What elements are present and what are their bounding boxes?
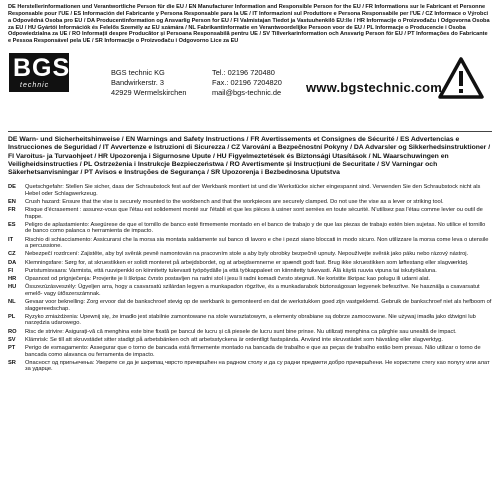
language-code: DA xyxy=(8,259,17,266)
warning-entry xyxy=(8,251,492,258)
language-code: HR xyxy=(8,276,17,283)
warning-entry xyxy=(8,360,492,373)
warning-entry xyxy=(8,199,492,206)
warning-entry xyxy=(8,345,492,358)
warning-text: Peligro de aplastamiento: Asegúrese de que el tornillo de banco esté firmemente montado en el banco de trabajo y de que las piezas de trabajo estén bien sujetas. No utilice el tornillo de banco como palanca o herramienta de impacto. xyxy=(25,221,486,235)
warning-entry xyxy=(8,337,492,344)
warning-text: Klämrisk: Se till att skruvstädet sitter stadigt på arbetsbänken och att arbetsstyckena är ordentligt fastspända. Använd inte skruvstädet som hävstång eller slagverktyg. xyxy=(25,336,443,343)
warning-entry xyxy=(8,276,492,283)
warning-text: Opasnost od prignječenja: Provjerite je li škripac čvrsto postavljen na radni stol i jesu li radni komadi čvrsto stegnuti. Ne koristite škripac kao polugu ili udarni alat. xyxy=(25,276,430,283)
language-code: ES xyxy=(8,221,16,228)
language-code: RO xyxy=(8,328,17,335)
language-code: FR xyxy=(8,207,16,214)
warning-text: Quetschgefahr: Stellen Sie sicher, dass der Schraubstock fest auf der Werkbank montiert ist und die Werkstücke sicher eingespannt sind. Verwenden Sie den Schraubstock nicht als Hebel oder Schlagwerkzeug. xyxy=(25,184,481,197)
warning-text: Klemningsfare: Sørg for, at skruestikken er solidt monteret på arbejdsbordet, og at arbejdsemnerne er spændt godt fast. Brug ikke skruestikken som løftestang eller slagværktøj. xyxy=(25,259,469,266)
warning-text: Rischio di schiacciamento: Assicurarsi che la morsa sia montata saldamente sul banco di lavoro e che i pezzi siano bloccati in modo sicuro. Non utilizzare la morsa come leva o utensile a percussione. xyxy=(25,236,489,250)
company-city: 42929 Wermelskirchen xyxy=(111,88,187,97)
warning-entry xyxy=(8,299,492,312)
language-code: EN xyxy=(8,198,16,205)
warning-entry xyxy=(8,329,492,336)
warning-text: Ryzyko zmiażdżenia: Upewnij się, że imadło jest stabilnie zamontowane na stole warsztatowym, a elementy obrabiane są dobrze zamocowane. Nie używaj imadła jako dźwigni lub narzędzia udarowego. xyxy=(25,313,476,327)
warning-triangle-icon xyxy=(438,56,484,100)
logo-brand-text: BGS xyxy=(13,54,71,82)
language-code: HU xyxy=(8,284,17,291)
warning-entry xyxy=(8,222,492,235)
warning-text: Crush hazard: Ensure that the vise is securely mounted to the workbench and that the workpieces are securely clamped. Do not use the vise as a lever or striking tool. xyxy=(25,198,444,205)
warning-text: Perigo de esmagamento: Assegurar que o torno de bancada está firmemente montado na bancada de trabalho e que as peças de trabalho estão bem presas. Não utilizar o torno de bancada como alavanca ou ferramenta de impacto. xyxy=(25,345,481,358)
section-divider xyxy=(8,131,492,132)
language-code: PT xyxy=(8,345,16,352)
warning-entry xyxy=(8,268,492,275)
language-code: SR xyxy=(8,359,16,366)
language-code: PL xyxy=(8,313,16,320)
contact-fax: Fax.: 02196 7204820 xyxy=(212,78,282,87)
bgs-technic-logo xyxy=(9,53,69,92)
warning-entry xyxy=(8,260,492,267)
company-address xyxy=(111,68,186,98)
manufacturer-info-header: DE Herstellerinformationen und Verantwortliche Person für die EU / EN Manufacturer Information and Responsible Person for the EU / FR Informations sur le Fabricant et Personne Responsable pour l'UE / ES Información del Fabricante y Persona Responsable para la UE / IT Informazioni sul Produttore e Persona Responsabile per l'UE / CZ Informace o Výrobci a Odpovědná Osoba pro EU / DA Producentinformation og Ansvarlig Person for EU / FI Valmistajan Tiedot ja Vastuuhenkilö EU:lle / HR Informacije o Proizvođaču i Odgovorna Osoba za EU / HU Gyártói Információk és Felelős Személy az EU számára / NL Fabrikantinformatie en Verantwoordelijke Persoon voor de EU / PL Informacje o Producencie i Osoba Odpowiedzialna za UE / RO Informații despre Producător și Persoana Responsabilă pentru UE / SV Tillverkarinformation och Ansvarig Person för EU / PT Informações do Fabricante e Pessoa Responsável pela UE / SR Informacije o Proizvođaču i Odgovorno Lice za EU xyxy=(8,4,490,45)
contact-mail: mail@bgs-technic.de xyxy=(212,88,282,97)
warnings-heading: DE Warn- und Sicherheitshinweise / EN Warnings and Safety Instructions / FR Avertissements et Consignes de Sécurité / ES Advertencias e Instrucciones de Seguridad / IT Avvertenze e Istruzioni di Sicurezza / CZ Varování a Bezpečnostní Pokyny / DA Advarsler og Sikkerhedsinstruktioner / FI Varoitus- ja Turvaohjeet / HR Upozorenja i Sigurnosne Upute / HU Figyelmeztetések és Biztonsági Utasítások / NL Waarschuwingen en Veiligheidsinstructies / PL Ostrzeżenia i Instrukcje Bezpieczeństwa / RO Avertismente și Instrucțiuni de Securitate / SV Varningar och Säkerhetsanvisningar / PT Avisos e Instruções de Segurança / SR Upozorenja i Bezbednosna Uputstva xyxy=(8,136,491,177)
language-code: NL xyxy=(8,299,16,306)
company-contact xyxy=(212,68,282,98)
logo-sub-text: technic xyxy=(20,82,50,89)
language-code: CZ xyxy=(8,251,16,258)
warning-entry xyxy=(8,207,492,220)
language-code: DE xyxy=(8,184,16,190)
warning-text: Опасност од пригњечења: Уверите се да је шкрипац чврсто причвршћен на радном столу и да су радни предмети добро причвршћени. Не користите стегу као полугу или алат за ударце. xyxy=(25,359,490,373)
warning-text: Összezúzásveszély: Ügyeljen arra, hogy a csavarsatú szilárdan legyen a munkapadon rögzítve, és a munkadarabok biztonságosan legyenek befeszítve. Ne használja a csavarsatut emelő- vagy ütőszerszámnak. xyxy=(25,284,480,297)
warning-text: Nebezpečí rozdrcení: Zajistěte, aby byl svěrák pevně namontován na pracovním stole a aby byly obrobky bezpečně upnuty. Nepoužívejte svěrák jako páku nebo rázový nástroj. xyxy=(25,251,469,258)
contact-tel: Tel.: 02196 720480 xyxy=(212,68,275,77)
warning-text: Gevaar voor beknelling: Zorg ervoor dat de bankschroef stevig op de werkbank is gemonteerd en dat de werkstukken goed zijn vastgeklemd. Gebruik de bankschroef niet als hefboom of slaggereedschap. xyxy=(25,299,492,312)
warning-entry xyxy=(8,284,492,297)
language-code: SV xyxy=(8,336,16,343)
language-code: FI xyxy=(8,267,14,274)
warning-text: Risc de strivire: Asigurați-vă că menghina este bine fixată pe bancul de lucru și că piesele de lucru sunt bine prinse. Nu utilizați menghina ca pârghie sau unealtă de impact. xyxy=(25,328,457,335)
warning-entry xyxy=(8,314,492,327)
website-url: www.bgstechnic.com xyxy=(306,80,443,95)
warning-entry xyxy=(8,237,492,250)
warning-text: Risque d'écrasement : assurez-vous que l'étau est solidement monté sur l'établi et que les pièces à usiner sont serrées en toute sécurité. N'utilisez pas l'étau comme levier ou outil de frappe. xyxy=(25,207,483,220)
company-street: Bandwirkerstr. 3 xyxy=(111,78,164,87)
company-name: BGS technic KG xyxy=(111,68,165,77)
warning-text: Puristumisvaara: Varmista, että ruuvipenkki on kiinnitetty tukevasti työpöydälle ja että työkappaleet on kiinnitetty tukevasti. Älä käytä ruuvia vipuna tai iskutyökaluna. xyxy=(25,267,437,274)
warning-entry xyxy=(8,184,492,197)
language-code: IT xyxy=(8,236,14,243)
warning-entries-list xyxy=(8,184,492,375)
